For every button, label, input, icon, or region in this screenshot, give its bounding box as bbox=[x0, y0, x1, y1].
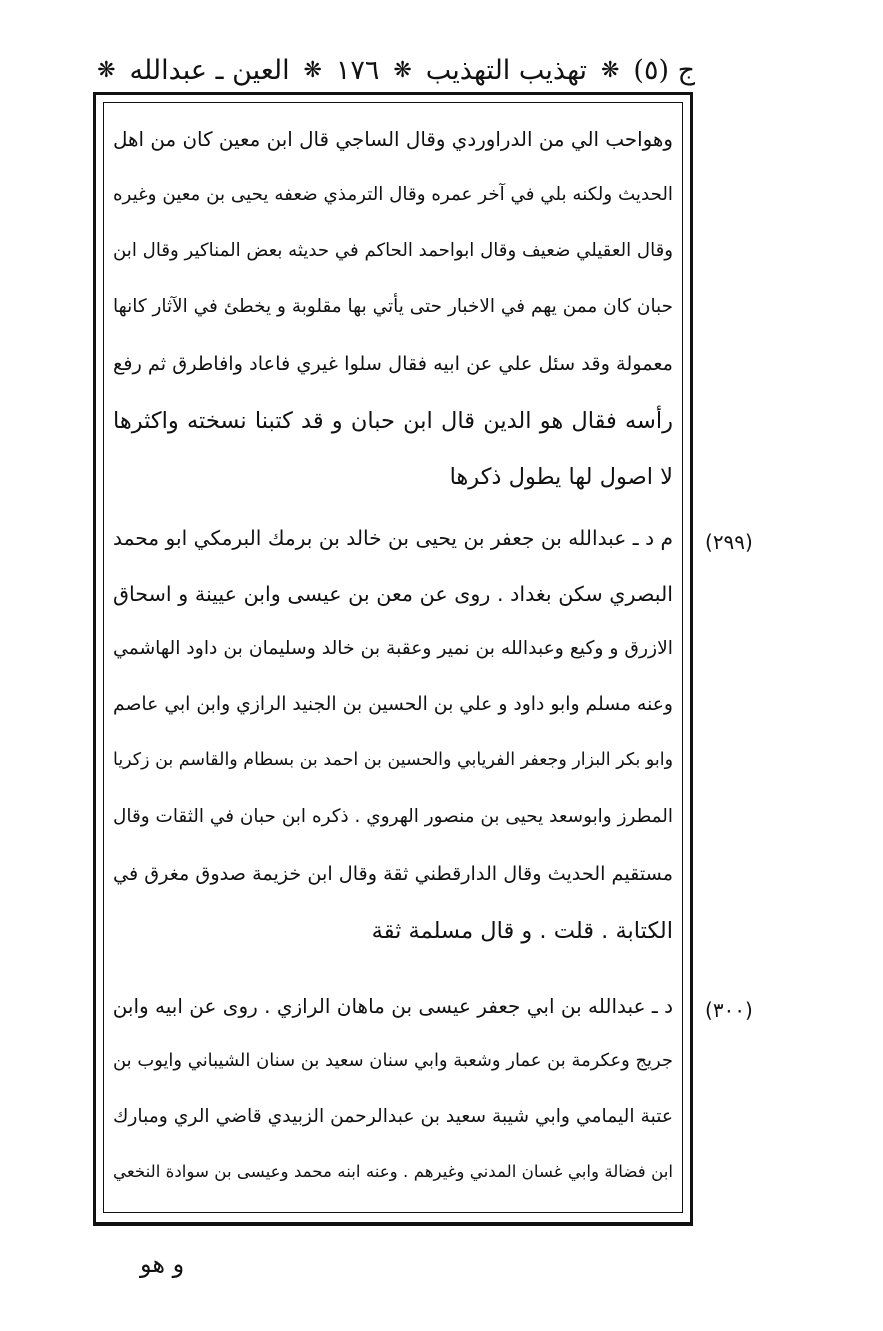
text-line: الحديث ولكنه بلي في آخر عمره وقال الترمذي ضعفه يحيى بن معين وغيره bbox=[113, 184, 673, 205]
entry-number-300: (٣٠٠) bbox=[705, 998, 753, 1022]
text-line: لا اصول لها يطول ذكرها bbox=[449, 464, 673, 490]
entry-number-299: (٢٩٩) bbox=[705, 530, 753, 554]
ornament-icon: ❋ bbox=[303, 57, 322, 83]
book-title: تهذيب التهذيب bbox=[425, 54, 588, 86]
text-line: عتبة اليمامي وابي شيبة سعيد بن عبدالرحمن الزبيدي قاضي الري ومبارك bbox=[113, 1106, 673, 1127]
text-line: وقال العقيلي ضعيف وقال ابواحمد الحاكم في حديثه بعض المناكير وقال ابن bbox=[113, 240, 673, 261]
text-line: وهواحب الي من الدراوردي وقال الساجي قال ابن معين كان من اهل bbox=[113, 128, 673, 151]
text-line: حبان كان ممن يهم في الاخبار حتى يأتي بها مقلوبة و يخطئ في الآثار كانها bbox=[113, 296, 673, 317]
page-header bbox=[95, 45, 695, 95]
bottom-rule bbox=[93, 1222, 693, 1226]
text-line: جريج وعكرمة بن عمار وشعبة وابي سنان سعيد بن سنان الشيباني وايوب بن bbox=[113, 1050, 673, 1071]
ornament-icon: ❋ bbox=[97, 57, 116, 83]
text-line: الازرق و وكيع وعبدالله بن نمير وعقبة بن خالد وسليمان بن داود الهاشمي bbox=[113, 638, 673, 659]
entry-heading-line: م د ـ عبدالله بن جعفر بن يحيى بن خالد بن برمك البرمكي ابو محمد bbox=[113, 526, 673, 550]
text-line: البصري سكن بغداد . روى عن معن بن عيسى وابن عيينة و اسحاق bbox=[113, 582, 673, 606]
entry-heading-line: د ـ عبدالله بن ابي جعفر عيسى بن ماهان الرازي . روى عن ابيه وابن bbox=[112, 994, 673, 1018]
ornament-icon: ❋ bbox=[601, 57, 620, 83]
section-title: العين ـ عبدالله bbox=[129, 54, 290, 86]
volume-label: ج (٥) bbox=[633, 54, 695, 86]
text-line: وابو بكر البزار وجعفر الفريابي والحسين بن احمد بن بسطام والقاسم بن زكريا bbox=[113, 750, 673, 770]
text-line: الكتابة . قلت . و قال مسلمة ثقة bbox=[371, 918, 673, 944]
text-line: المطرز وابوسعد يحيى بن منصور الهروي . ذكره ابن حبان في الثقات وقال bbox=[113, 806, 673, 827]
text-line: ابن فضالة وابي غسان المدني وغيرهم . وعنه ابنه محمد وعيسى بن سوادة النخعي bbox=[113, 1162, 673, 1181]
ornament-icon: ❋ bbox=[393, 57, 412, 83]
text-line: وعنه مسلم وابو داود و علي بن الحسين بن الجنيد الرازي وابن ابي عاصم bbox=[113, 694, 673, 715]
text-line: مستقيم الحديث وقال الدارقطني ثقة وقال ابن خزيمة صدوق مغرق في bbox=[113, 862, 673, 885]
text-line: معمولة وقد سئل علي عن ابيه فقال سلوا غيري فاعاد وافاطرق ثم رفع bbox=[113, 352, 673, 375]
catchword: و هو bbox=[140, 1250, 185, 1278]
page-number: ١٧٦ bbox=[335, 54, 380, 86]
text-line: رأسه فقال هو الدين قال ابن حبان و قد كتبنا نسخته واكثرها bbox=[113, 408, 673, 434]
